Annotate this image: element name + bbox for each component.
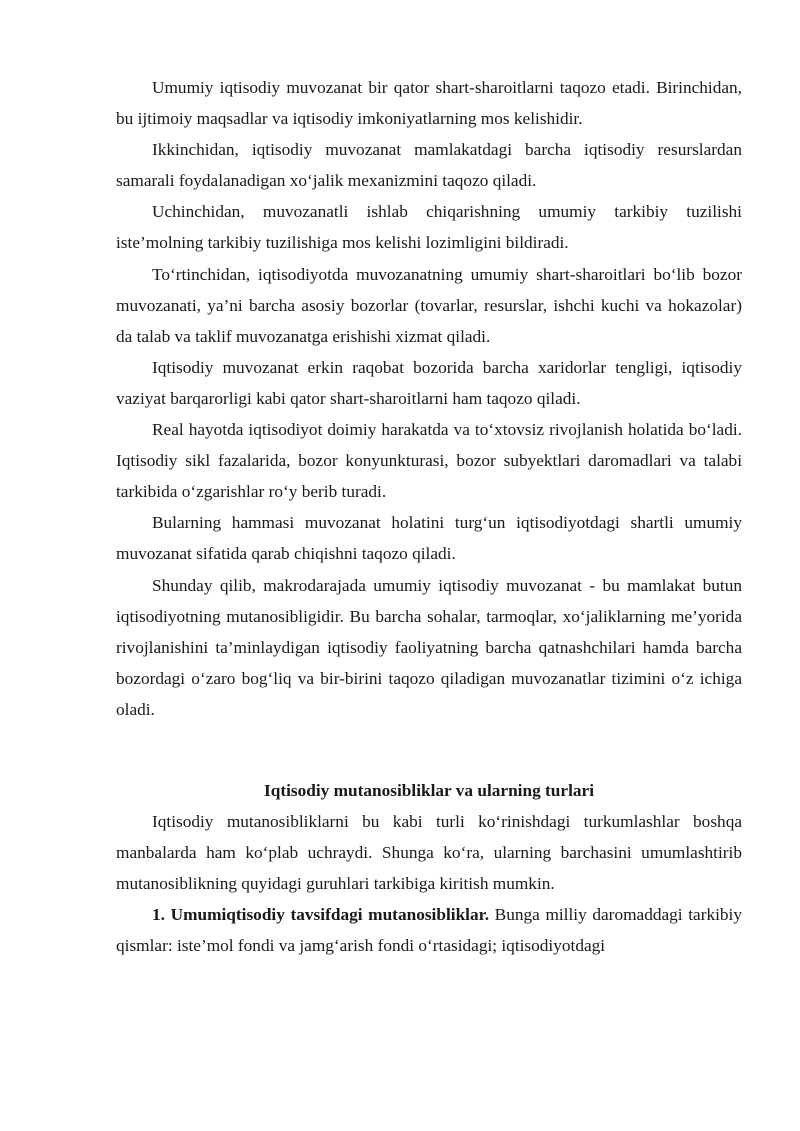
list-item-1-text: Bunga milliy daromaddagi tarkibiy qismlar: iste’mol fondi va jamg‘arish fondi o‘rtasidagi; iqtisodiyotdagi [116, 905, 742, 956]
section-paragraph: Iqtisodiy mutanosibliklarni bu kabi turli ko‘rinishdagi turkumlashlar boshqa manbalarda ham ko‘plab uchraydi. Shunga ko‘ra, ularning barchasini umumlashtirib mutanosiblikning quyidagi guruhlari tarkibiga kiritish mumkin. [116, 812, 742, 894]
paragraph-1: Umumiy iqtisodiy muvozanat bir qator shart-sharoitlarni taqozo etadi. Birinchidan, bu ijtimoiy maqsadlar va iqtisodiy imkoniyatlarning mos kelishidir. [116, 78, 742, 129]
paragraph-8: Shunday qilib, makrodarajada umumiy iqtisodiy muvozanat - bu mamlakat butun iqtisodiyotning mutanosibligidir. Bu barcha sohalar, tarmoqlar, xo‘jaliklarning me’yorida rivojlanishini ta’minlaydigan iqtisodiy faoliyatning barcha qatnashchilari hamda barcha bozordagi o‘zaro bog‘liq va bir-birini taqozo qiladigan muvozanatlar tizimini o‘z ichiga oladi. [116, 575, 742, 719]
paragraph-4: To‘rtinchidan, iqtisodiyotda muvozanatning umumiy shart-sharoitlari bo‘lib bozor muvozanati, ya’ni barcha asosiy bozorlar (tovarlar, resurslar, ishchi kuchi va hokazolar) da talab va taklif muvozanatga erishishi xizmat qiladi. [116, 264, 742, 346]
paragraph-2: Ikkinchidan, iqtisodiy muvozanat mamlakatdagi barcha iqtisodiy resurslardan samarali foydalanadigan xo‘jalik mexanizmini taqozo qiladi. [116, 140, 742, 191]
section-heading: Iqtisodiy mutanosibliklar va ularning turlari [263, 780, 594, 800]
paragraph-3: Uchinchidan, muvozanatli ishlab chiqarishning umumiy tarkibiy tuzilishi iste’molning tarkibiy tuzilishiga mos kelishi lozimligini bildiradi. [116, 202, 742, 253]
list-item-1 [116, 899, 742, 961]
paragraph-6: Real hayotda iqtisodiyot doimiy harakatda va to‘xtovsiz rivojlanish holatida bo‘ladi. Iqtisodiy sikl fazalarida, bozor konyunkturasi, bozor subyektlari daromadlari va talabi tarkibida o‘zgarishlar ro‘y berib turadi. [116, 420, 742, 502]
paragraph-5: Iqtisodiy muvozanat erkin raqobat bozorida barcha xaridorlar tengligi, iqtisodiy vaziyat barqarorligi kabi qator shart-sharoitlarni ham taqozo qiladi. [116, 357, 742, 408]
paragraph-7: Bularning hammasi muvozanat holatini turg‘un iqtisodiyotdagi shartli umumiy muvozanat sifatida qarab chiqishni taqozo qiladi. [116, 513, 742, 564]
document-page [116, 72, 742, 962]
list-item-1-lead: 1. Umumiqtisodiy tavsifdagi mutanosibliklar. [152, 905, 490, 925]
